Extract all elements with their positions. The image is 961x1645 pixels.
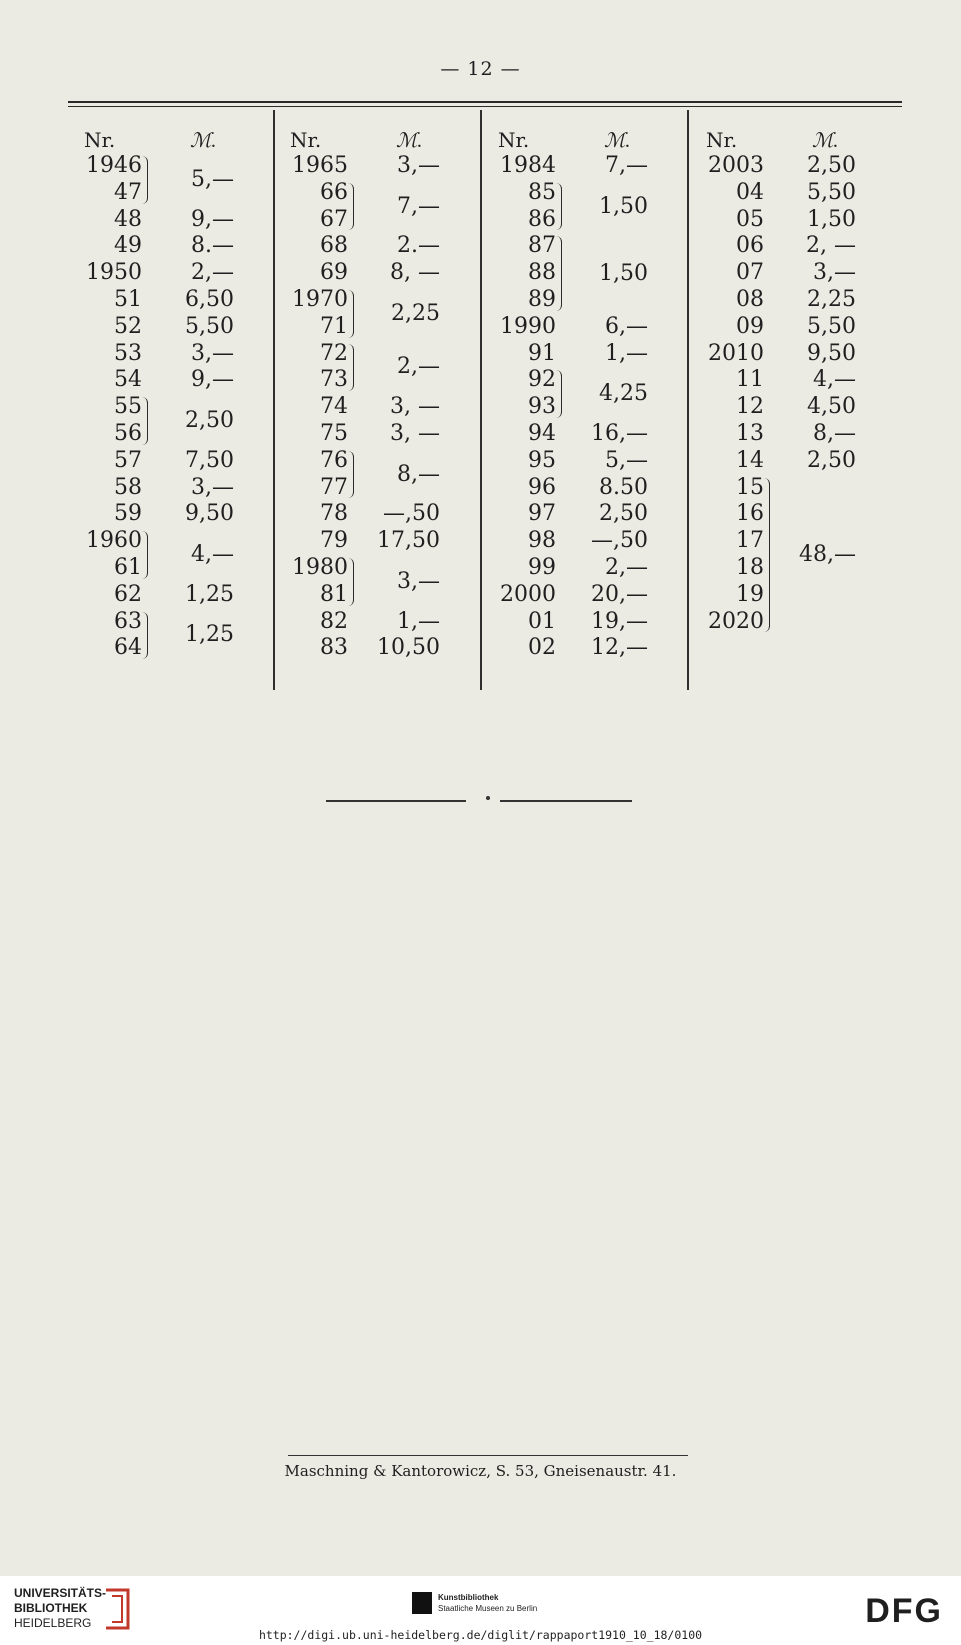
catalog-number: 55 [114,394,142,420]
price-value: 7,— [605,153,648,178]
catalog-number: 73 [320,367,348,393]
catalog-number: 76 [320,447,348,473]
catalog-number: 79 [320,528,348,554]
catalog-number: 16 [736,501,764,527]
price-value: 1,25 [185,581,234,607]
price-value: 3, — [390,421,440,446]
catalog-number: 05 [736,206,764,232]
library-name-line3: HEIDELBERG [14,1616,92,1630]
catalog-number: 54 [114,367,142,393]
catalog-number: 75 [320,421,348,446]
museum-logo-text [438,1592,537,1614]
library-logo-icon [100,1586,134,1632]
header-mark: ℳ. [396,130,423,152]
price-value: 7,50 [185,447,234,473]
library-name-line2: BIBLIOTHEK [14,1601,88,1615]
price-value: 4,— [813,367,856,393]
group-price-value: 4,25 [599,381,648,407]
page-number: — 12 — [440,58,521,80]
price-value: 8.50 [599,474,648,500]
catalog-number: 01 [528,608,556,634]
group-price-value: 1,25 [185,622,234,648]
group-price-value: 2,— [397,354,440,380]
group-price-value: 4,— [191,542,234,567]
catalog-number: 18 [736,555,764,580]
catalog-number: 97 [528,501,556,527]
catalog-number: 2010 [708,340,764,366]
catalog-number: 09 [736,313,764,339]
price-value: 2,— [191,260,234,286]
catalog-number: 1990 [500,313,556,339]
price-value: 5,— [605,447,648,473]
catalog-number: 87 [528,233,556,259]
price-value: 12,— [591,635,648,661]
catalog-number: 67 [320,206,348,232]
catalog-number: 11 [736,367,764,393]
price-value: 1,— [605,340,648,366]
price-value: 3,— [191,474,234,500]
catalog-number: 88 [528,260,556,286]
catalog-number: 98 [528,528,556,554]
header-nr: Nr. [498,128,530,152]
catalog-number: 57 [114,447,142,473]
price-value: 20,— [591,581,648,607]
price-value: 5,50 [185,313,234,339]
catalog-number: 17 [736,528,764,554]
catalog-number: 58 [114,474,142,500]
catalog-number: 1965 [292,153,348,178]
catalog-number: 1946 [86,153,142,178]
price-value: 2,— [605,555,648,580]
catalog-number: 77 [320,474,348,500]
catalog-number: 51 [114,287,142,312]
museum-name-line1: Kunstbibliothek [438,1593,499,1602]
top-rule-thin [68,106,902,107]
price-value: 5,50 [807,179,856,205]
separator-dot [486,796,490,800]
price-value: 6,50 [185,287,234,312]
price-value: 3, — [390,394,440,420]
catalog-number: 89 [528,287,556,312]
catalog-number: 2020 [708,608,764,634]
price-value: 10,50 [377,635,440,661]
group-price-value: 2,50 [185,408,234,433]
price-value: 19,— [591,608,648,634]
catalog-number: 94 [528,421,556,446]
catalog-number: 61 [114,555,142,580]
price-value: —,50 [591,528,648,554]
catalog-number: 71 [320,313,348,339]
price-value: 17,50 [377,528,440,554]
price-value: 2, — [806,233,856,259]
header-mark: ℳ. [190,130,217,152]
price-value: 4,50 [807,394,856,420]
catalog-number: 69 [320,260,348,286]
catalog-number: 1970 [292,287,348,312]
dfg-logo: DFG [865,1592,943,1630]
catalog-number: 04 [736,179,764,205]
price-value: 5,50 [807,313,856,339]
catalog-number: 78 [320,501,348,527]
group-price-value: 7,— [397,193,440,219]
catalog-number: 53 [114,340,142,366]
price-value: 8,— [813,421,856,446]
price-value: 8.— [191,233,234,259]
price-value: 1,50 [807,206,856,232]
catalog-number: 62 [114,581,142,607]
catalog-number: 64 [114,635,142,661]
catalog-number: 52 [114,313,142,339]
price-value: 1,— [397,608,440,634]
price-value: 2.— [397,233,440,259]
header-nr: Nr. [706,128,738,152]
catalog-number: 1984 [500,153,556,178]
catalog-number: 63 [114,608,142,634]
catalog-number: 48 [114,206,142,232]
catalog-number: 91 [528,340,556,366]
catalog-number: 13 [736,421,764,446]
catalog-number: 92 [528,367,556,393]
catalog-number: 82 [320,608,348,634]
header-mark: ℳ. [812,130,839,152]
library-logo-text [14,1586,106,1631]
museum-name-line2: Staatliche Museen zu Berlin [438,1604,538,1613]
permalink[interactable]: http://digi.ub.uni-heidelberg.de/diglit/rappaport1910_10_18/0100 [258,1628,703,1642]
separator-line-left [326,800,466,802]
catalog-number: 14 [736,447,764,473]
price-value: 8, — [390,260,440,286]
group-price-value: 3,— [397,568,440,594]
header-nr: Nr. [84,128,116,152]
catalog-number: 86 [528,206,556,232]
catalog-number: 59 [114,501,142,527]
library-name-line1: UNIVERSITÄTS- [14,1586,107,1600]
catalog-number: 85 [528,179,556,205]
catalog-number: 07 [736,260,764,286]
group-price-value: 5,— [191,166,234,192]
price-value: 2,25 [807,287,856,312]
catalog-number: 72 [320,340,348,366]
price-value: 2,50 [599,501,648,527]
catalog-number: 2003 [708,153,764,178]
header-mark: ℳ. [604,130,631,152]
catalog-number: 2000 [500,581,556,607]
group-price-value: 1,50 [599,193,648,219]
catalog-number: 56 [114,421,142,446]
catalog-number: 49 [114,233,142,259]
catalog-number: 99 [528,555,556,580]
catalog-number: 47 [114,179,142,205]
catalog-number: 1960 [86,528,142,554]
catalog-number: 15 [736,474,764,500]
printer-imprint: Maschning & Kantorowicz, S. 53, Gneisenaustr. 41. [284,1462,677,1480]
header-nr: Nr. [290,128,322,152]
catalog-number: 19 [736,581,764,607]
separator-line-right [500,800,632,802]
catalog-number: 1980 [292,555,348,580]
catalog-number: 06 [736,233,764,259]
price-value: 9,50 [807,340,856,366]
catalog-number: 81 [320,581,348,607]
catalog-number: 93 [528,394,556,420]
price-value: 3,— [191,340,234,366]
price-value: —,50 [383,501,440,527]
group-price-value: 8,— [397,461,440,487]
price-value: 3,— [813,260,856,286]
catalog-number: 83 [320,635,348,661]
museum-logo-icon [412,1592,432,1614]
group-price-value: 2,25 [391,300,440,326]
catalog-number: 12 [736,394,764,420]
catalog-number: 02 [528,635,556,661]
price-value: 6,— [605,313,648,339]
catalog-number: 68 [320,233,348,259]
catalog-number: 66 [320,179,348,205]
price-value: 9,— [191,367,234,393]
catalog-number: 08 [736,287,764,312]
imprint-rule [288,1455,688,1456]
price-value: 3,— [397,153,440,178]
price-value: 2,50 [807,447,856,473]
price-value: 16,— [591,421,648,446]
group-price-value: 48,— [799,542,856,567]
group-price-value: 1,50 [599,260,648,286]
catalog-number: 96 [528,474,556,500]
catalog-number: 74 [320,394,348,420]
catalog-number: 95 [528,447,556,473]
top-rule [68,101,902,103]
price-value: 9,— [191,206,234,232]
catalog-number: 1950 [86,260,142,286]
price-value: 2,50 [807,153,856,178]
price-value: 9,50 [185,501,234,527]
